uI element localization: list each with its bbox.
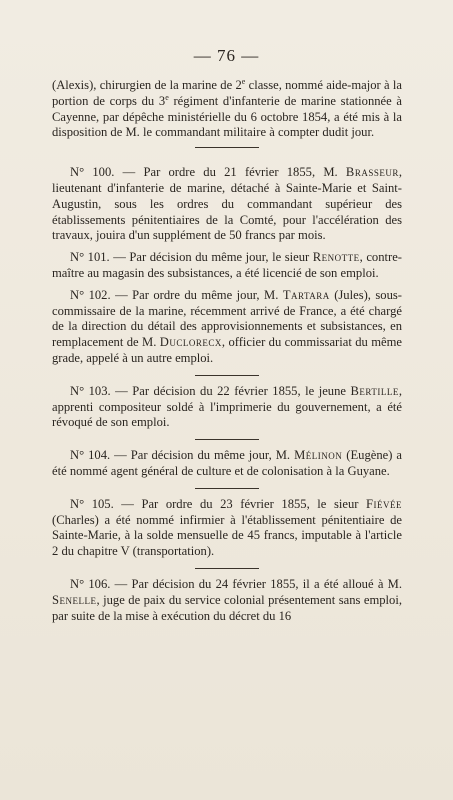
text-segment: (Alexis), chirurgien de la marine de 2 xyxy=(52,78,242,92)
person-name: Fiévée xyxy=(366,496,402,511)
person-name: Brasseur xyxy=(345,165,399,180)
person-name: Senelle xyxy=(52,592,97,607)
decision-entry-101 xyxy=(52,250,402,282)
text-segment: (Charles) a été nommé infirmier à l'établissement pénitentiaire de Sainte-Marie, à la solde mensuelle de 45 francs, imputable à l'article 2 du chapitre V (transportation). xyxy=(52,512,402,559)
text-segment: (Jules), sous-commissaire de la marine, récemment arrivé de France, a été chargé de la direction du détail des approvisionnements et subsistances, en remplacement de M. xyxy=(52,287,402,350)
decision-entry-100 xyxy=(52,165,402,244)
decision-entry-106 xyxy=(52,577,402,624)
separator-rule xyxy=(195,439,259,440)
separator-rule xyxy=(195,375,259,376)
person-name: Duclorecx xyxy=(159,335,222,350)
ordinal-superscript: e xyxy=(165,92,169,102)
separator-rule xyxy=(195,488,259,489)
text-segment: , juge de paix du service colonial présentement sans emploi, par suite de la mise à exécution du décret du 16 xyxy=(52,592,402,623)
page-body xyxy=(52,78,402,624)
text-segment: régiment d'infanterie de marine stationnée à Cayenne, par dépêche ministérielle du 6 octobre 1854, a été mis à la disposition de M. le commandant militaire à compter dudit jour. xyxy=(52,93,403,140)
decision-entry-105 xyxy=(52,497,402,560)
text-segment: (Eugène) a été nommé agent général de culture et de colonisation à la Guyane. xyxy=(52,448,403,478)
text-segment: N° 105. — Par ordre du 23 février 1855, le sieur xyxy=(70,496,366,511)
decision-entry-104 xyxy=(52,448,402,480)
separator-rule xyxy=(195,568,259,569)
paragraph-continuation xyxy=(52,78,402,141)
text-segment: , contre-maître au magasin des subsistances, a été licencié de son emploi. xyxy=(52,250,402,280)
decision-entry-103 xyxy=(52,384,402,431)
text-segment: N° 100. — Par ordre du 21 février 1855, M. xyxy=(70,165,346,180)
decision-entry-102 xyxy=(52,288,402,367)
separator-rule xyxy=(195,147,259,148)
person-name: Renotte xyxy=(312,250,360,265)
text-segment: N° 101. — Par décision du même jour, le sieur xyxy=(70,250,313,265)
ordinal-superscript: e xyxy=(241,76,246,86)
text-segment: , lieutenant d'infanterie de marine, détaché à Sainte-Marie et Saint-Augustin, sous les ordres du commandant supérieur des établissements pénitentiaires de la Comté, pour l'accélération des travaux, jouira d'un supplément de 50 francs par mois. xyxy=(52,165,402,243)
page-number: — 76 — xyxy=(193,46,260,65)
person-name: Tartara xyxy=(282,287,330,302)
person-name: Bertille xyxy=(350,383,399,398)
text-segment: , officier du commissariat du même grade, appelé à un autre emploi. xyxy=(52,335,402,365)
text-segment: N° 104. — Par décision du même jour, M. xyxy=(70,448,295,463)
text-segment: , apprenti compositeur soldé à l'imprimerie du gouvernement, a été révoqué de son emploi. xyxy=(52,383,402,430)
text-segment: classe, nommé aide-major à la portion de corps du 3 xyxy=(52,78,402,108)
text-segment: N° 102. — Par ordre du même jour, M. xyxy=(70,287,283,302)
text-segment: N° 103. — Par décision du 22 février 1855, le jeune xyxy=(70,383,351,398)
person-name: Mélinon xyxy=(294,448,343,463)
text-segment: N° 106. — Par décision du 24 février 1855, il a été alloué à M. xyxy=(70,576,402,591)
